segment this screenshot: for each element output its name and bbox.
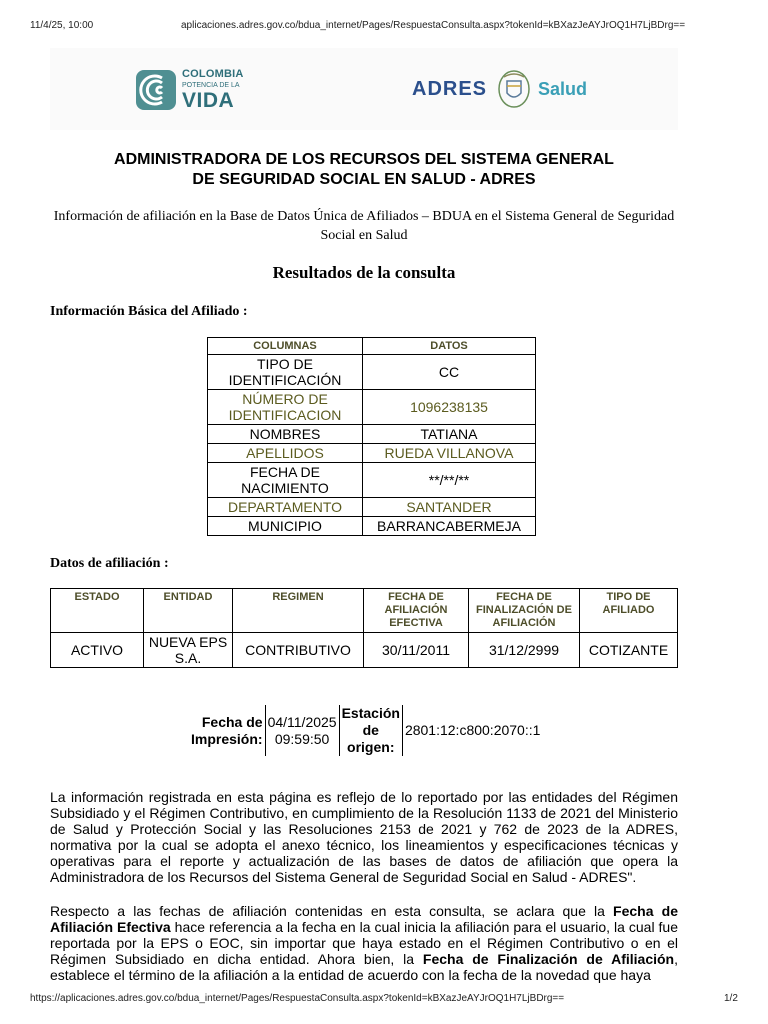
adres-logo xyxy=(412,69,592,109)
table-row xyxy=(208,390,536,425)
table-row xyxy=(208,517,536,536)
coat-of-arms-icon xyxy=(496,69,532,109)
row-label: NOMBRES xyxy=(208,425,363,444)
table-row xyxy=(208,498,536,517)
page-number: 1/2 xyxy=(724,993,738,1004)
status-cell: ACTIVO xyxy=(51,633,144,668)
print-date-value: 04/11/2025 09:59:50 xyxy=(265,705,339,756)
print-date-label: Fecha de Impresión: xyxy=(191,713,263,747)
row-value: CC xyxy=(363,355,536,390)
page-title-line2: DE SEGURIDAD SOCIAL EN SALUD - ADRES xyxy=(192,171,536,188)
salud-logo-text: Salud xyxy=(538,79,588,99)
colombia-logo-line2: POTENCIA DE LA xyxy=(182,82,240,89)
table-row xyxy=(208,425,536,444)
colombia-logo xyxy=(136,68,256,112)
affiliation-heading: Datos de afiliación : xyxy=(50,556,169,571)
affiliation-table xyxy=(50,588,678,668)
entity-cell: NUEVA EPS S.A. xyxy=(144,633,233,668)
adres-logo-text: ADRES xyxy=(412,78,488,100)
page-subtitle: Información de afiliación en la Base de Datos Única de Afiliados – BDUA en el Sistema General de Seguridad Social en Salud xyxy=(53,209,675,243)
column-header: FECHA DE FINALIZACIÓN DE AFILIACIÓN xyxy=(469,589,580,633)
row-value: RUEDA VILLANOVA xyxy=(363,444,536,463)
footer-url: https://aplicaciones.adres.gov.co/bdua_internet/Pages/RespuestaConsulta.aspx?tokenId=kBXazJeAYJrOQ1H7LjBDrg== xyxy=(30,993,565,1004)
colombia-logo-line3: VIDA xyxy=(182,89,235,112)
end-date-cell: 31/12/2999 xyxy=(469,633,580,668)
row-label: NÚMERO DE IDENTIFICACION xyxy=(208,390,363,425)
logo-banner xyxy=(50,48,678,130)
table-row xyxy=(51,633,678,668)
column-header: FECHA DE AFILIACIÓN EFECTIVA xyxy=(364,589,469,633)
page-title xyxy=(0,150,728,190)
colombia-emblem-icon xyxy=(136,70,176,110)
paragraph-bold-text: Fecha de Finalización de Afiliación xyxy=(422,951,675,967)
row-value: SANTANDER xyxy=(363,498,536,517)
row-label: FECHA DE NACIMIENTO xyxy=(208,463,363,498)
basic-info-heading: Información Básica del Afiliado : xyxy=(50,304,248,319)
paragraph-text: hace referencia a la fecha en la cual inicia la afiliación para el usuario, la cual fue reportada por la EPS o EOC, sin importar que haya estado en el Régimen Contributivo o en el Régimen Subsidiado en dicha entidad. Ahora bien, la xyxy=(50,919,679,967)
print-info-table xyxy=(189,705,542,756)
column-header: REGIMEN xyxy=(233,589,364,633)
paragraph-text: Respecto a las fechas de afiliación contenidas en esta consulta, se aclara que la xyxy=(50,903,614,919)
table-header-row xyxy=(51,589,678,633)
column-header: COLUMNAS xyxy=(208,338,363,355)
colombia-logo-line1: COLOMBIA xyxy=(182,68,244,80)
page-title-line1: ADMINISTRADORA DE LOS RECURSOS DEL SISTEMA GENERAL xyxy=(114,151,614,168)
print-datetime: 11/4/25, 10:00 xyxy=(30,20,94,31)
column-header: ESTADO xyxy=(51,589,144,633)
regime-cell: CONTRIBUTIVO xyxy=(233,633,364,668)
paragraph-bold-text: Fecha de Afiliación Efectiva xyxy=(50,903,678,935)
start-date-cell: 30/11/2011 xyxy=(364,633,469,668)
affiliate-type-cell: COTIZANTE xyxy=(580,633,678,668)
row-value: **/**/** xyxy=(363,463,536,498)
row-value: BARRANCABERMEJA xyxy=(363,517,536,536)
table-row xyxy=(208,444,536,463)
row-value: TATIANA xyxy=(363,425,536,444)
row-label: DEPARTAMENTO xyxy=(208,498,363,517)
results-heading: Resultados de la consulta xyxy=(272,263,456,282)
origin-station-value: 2801:12:c800:2070::1 xyxy=(402,705,542,756)
row-value: 1096238135 xyxy=(363,390,536,425)
table-header-row xyxy=(208,338,536,355)
table-row xyxy=(208,355,536,390)
print-url: aplicaciones.adres.gov.co/bdua_internet/Pages/RespuestaConsulta.aspx?tokenId=kBXazJeAYJrOQ1H7LjBDrg== xyxy=(181,20,686,31)
row-label: TIPO DE IDENTIFICACIÓN xyxy=(208,355,363,390)
paragraph-text: , establece el término de la afiliación a la entidad de acuerdo con la fecha de la novedad que haya xyxy=(50,951,678,983)
basic-info-table xyxy=(207,337,536,536)
table-row xyxy=(208,463,536,498)
dates-clarification-paragraph xyxy=(50,903,678,983)
column-header: DATOS xyxy=(363,338,536,355)
column-header: ENTIDAD xyxy=(144,589,233,633)
row-label: MUNICIPIO xyxy=(208,517,363,536)
row-label: APELLIDOS xyxy=(208,444,363,463)
disclaimer-paragraph: La información registrada en esta página es reflejo de lo reportado por las entidades del Régimen Subsidiado y el Régimen Contributivo, en cumplimiento de la Resolución 1133 de 2021 del Ministerio de Salud y Protección Social y las Resoluciones 2153 de 2021 y 762 de 2023 de la ADRES, normativa por la cual se adopta el anexo técnico, los lineamientos y especificaciones técnicas y operativas para el reporte y actualización de las bases de datos de afiliación que opera la Administradora de los Recursos del Sistema General de Seguridad Social en Salud - ADRES". xyxy=(50,789,678,885)
column-header: TIPO DE AFILIADO xyxy=(580,589,678,633)
origin-station-label: Estación de origen: xyxy=(339,705,402,756)
